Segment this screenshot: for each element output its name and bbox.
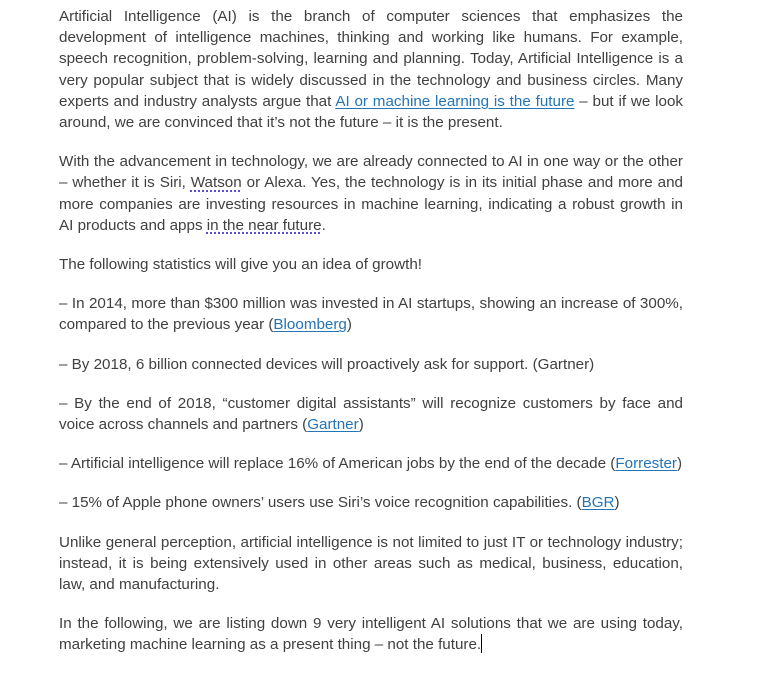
paragraph-text: . — [321, 216, 326, 234]
paragraph-text: Artificial Intelligence (AI) is the branch of computer sciences that emphasizes the development of intelligence machines, thinking and working like humans. For example, speech recognition, problem-solving, learning and planning. Today, Artificial Intelligence is a very popular subject that is widely discussed in the technology and business circles. Many experts and industry analysts argue that — [59, 8, 683, 110]
stat-item-bgr — [59, 492, 683, 513]
paragraph-statistics-intro — [59, 254, 683, 275]
stat-item-bloomberg — [59, 293, 683, 335]
paragraph-text: In the following, we are listing down 9 very intelligent AI solutions that we are using today, marketing machine learning as a present thing – not the future. — [59, 615, 683, 654]
paragraph-intro — [59, 6, 683, 133]
link-forrester[interactable]: Forrester — [615, 455, 677, 473]
document-body[interactable] — [59, 6, 683, 674]
stat-item-gartner-assistants — [59, 393, 683, 435]
paragraph-advancement — [59, 151, 683, 236]
paragraph-text: ) — [358, 416, 364, 434]
spellcheck-flag-watson[interactable]: Watson — [190, 174, 242, 192]
text-cursor — [481, 634, 482, 653]
paragraph-text: – By 2018, 6 billion connected devices will proactively ask for support. (Gartner) — [59, 355, 595, 373]
paragraph-text: The following statistics will give you an idea of growth! — [59, 256, 422, 274]
link-bgr[interactable]: BGR — [581, 494, 615, 512]
link-gartner[interactable]: Gartner — [307, 416, 359, 434]
paragraph-text: ) — [676, 455, 683, 473]
paragraph-text: With the advancement in technology, we are already connected to AI in one way or the other – whether it is Siri, — [59, 153, 683, 192]
paragraph-text: – In 2014, more than $300 million was invested in AI startups, showing an increase of 300%, compared to the previous year ( — [59, 295, 683, 334]
stat-item-gartner-devices — [59, 354, 683, 375]
paragraph-perception — [59, 532, 683, 596]
paragraph-text: – 15% of Apple phone owners’ users use Siri’s voice recognition capabilities. ( — [59, 494, 582, 512]
stat-item-forrester — [59, 453, 683, 474]
paragraph-text: – Artificial intelligence will replace 16% of American jobs by the end of the decade ( — [59, 455, 616, 473]
paragraph-text: ) — [614, 494, 620, 512]
paragraph-text: – but if we look around, we are convinced that it’s not the future – it is the present. — [59, 92, 683, 132]
paragraph-text: or Alexa. Yes, the technology is in its initial phase and more and more companies are investing resources in machine learning, indicating a robust growth in AI products and apps — [59, 174, 683, 234]
paragraph-listing — [59, 613, 683, 655]
paragraph-text: Unlike general perception, artificial intelligence is not limited to just IT or technology industry; instead, it is being extensively used in other areas such as medical, business, education, law, and manufacturing. — [59, 533, 683, 594]
link-bloomberg[interactable]: Bloomberg — [273, 316, 347, 334]
paragraph-text: – By the end of 2018, “customer digital assistants” will recognize customers by face and voice across channels and partners ( — [59, 394, 683, 434]
paragraph-text: ) — [346, 316, 352, 334]
link-ai-future[interactable]: AI or machine learning is the future — [335, 92, 575, 110]
grammar-flag-near-future[interactable]: in the near future — [206, 216, 322, 234]
